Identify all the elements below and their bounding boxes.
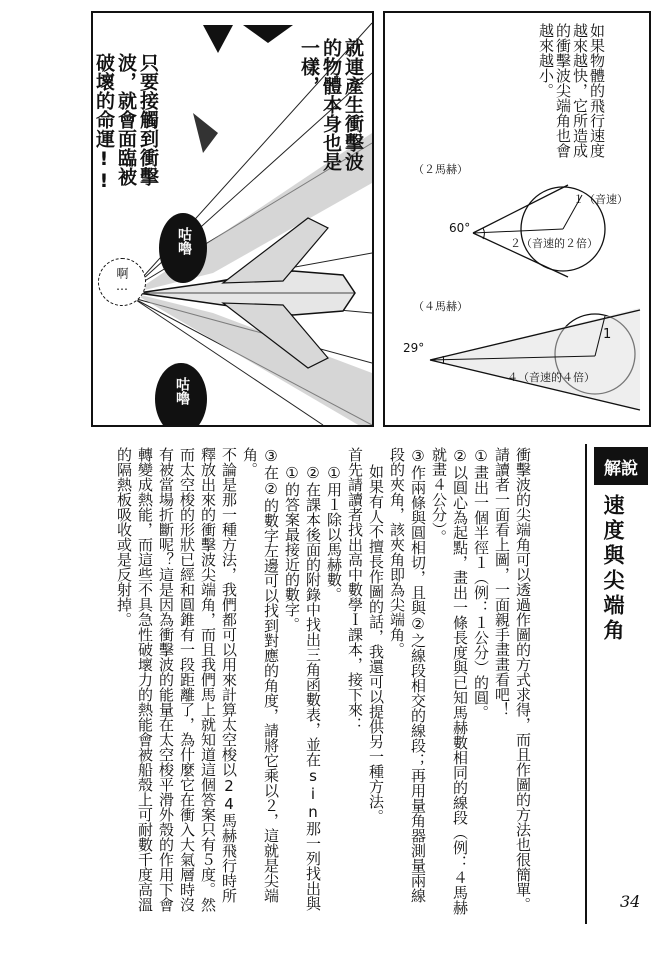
mach2-radius-label: １（音速） — [573, 193, 628, 206]
body-paragraph: ①用１除以馬赫數。 — [325, 464, 343, 602]
body-paragraph: 不論是那一種方法，我們都可以用來計算太空梭以24馬赫飛行時所釋放出來的衝擊波尖端角，而且我們馬上就知道這個答案只有５度。然而太空梭的形狀已經和圓錐有一段距離了，為什麼它在衝入大氣層時沒有被當場折斷呢？這是因為衝擊波的能量在太空梭平滑外殼的作用下會轉變成熱能，而這些不具急性破壞力的熱能會被船殼上可耐數千度高溫的隔熱板吸收或是反射掉。 — [115, 447, 238, 912]
section-title: 速度與尖端角 — [601, 494, 626, 644]
whisper-bubble — [98, 258, 146, 306]
body-paragraph: 衝擊波的尖端角可以透過作圖的方式求得，而且作圖的方法也很簡單。請讀者一面看上圖，一面親手畫畫看吧！ — [493, 447, 532, 912]
speech-bubble-left: 只要接觸到衝擊波，就會面臨被破壞的命運!! — [93, 53, 159, 192]
mach4-length-label: ４（音速的４倍） — [507, 371, 595, 384]
mach4-radius-label: 1 — [603, 327, 612, 342]
mach4-label: （４馬赫） — [413, 300, 468, 313]
section-label: 解說 — [594, 447, 648, 485]
body-paragraph: 首先請讀者找出高中數學Ｉ課本，接下來： — [346, 447, 364, 732]
mach2-length-label: ２（音速的２倍） — [510, 237, 598, 250]
mach2-label: （２馬赫） — [413, 163, 468, 176]
diagram-panel — [383, 11, 651, 427]
whisper-text: 啊… — [115, 267, 129, 293]
body-paragraph: ②以圓心為起點，畫出一條長度與已知馬赫數相同的線段（例：４馬赫就畫４公分）。 — [430, 447, 469, 915]
mach2-angle: 60° — [449, 221, 471, 235]
diagram-caption: 如果物體的飛行速度越來越快，它所造成的衝擊波尖端角也會越來越小。 — [537, 23, 606, 158]
body-paragraph: ②在課本後面的附錄中找出三角函數表，並在sin那一列找出與①的答案最接近的數字。 — [283, 464, 322, 911]
body-paragraph: 如果有人不擅長作圖的話，我還可以提供另一種方法。 — [367, 464, 385, 824]
body-paragraph: ③作兩條與圓相切，且與②之線段相交的線段；再用量角器測量兩線段的夾角，該夾角即為尖端角。 — [388, 447, 427, 903]
sfx-bubble-bottom — [155, 363, 207, 427]
sfx-text-bottom: 咕嚕 — [174, 377, 190, 405]
sfx-bubble-top — [159, 213, 207, 283]
body-paragraph: ③在②的數字左邊可以找到對應的角度，請將它乘以２，這就是尖端角。 — [241, 447, 280, 903]
body-paragraph: ①畫出一個半徑１（例：１公分）的圓。 — [472, 447, 490, 720]
mach2-diagram — [385, 173, 649, 283]
manga-panel-shuttle — [91, 11, 374, 427]
body-text — [113, 447, 533, 917]
speech-bubble-right: 就連產生衝擊波的物體本身也是一樣， — [298, 38, 364, 171]
section-divider — [585, 444, 587, 924]
mach4-angle: 29° — [403, 341, 425, 355]
sfx-text-top: 咕嚕 — [176, 227, 192, 255]
mach4-diagram — [385, 298, 649, 423]
page-number: 34 — [620, 892, 641, 911]
